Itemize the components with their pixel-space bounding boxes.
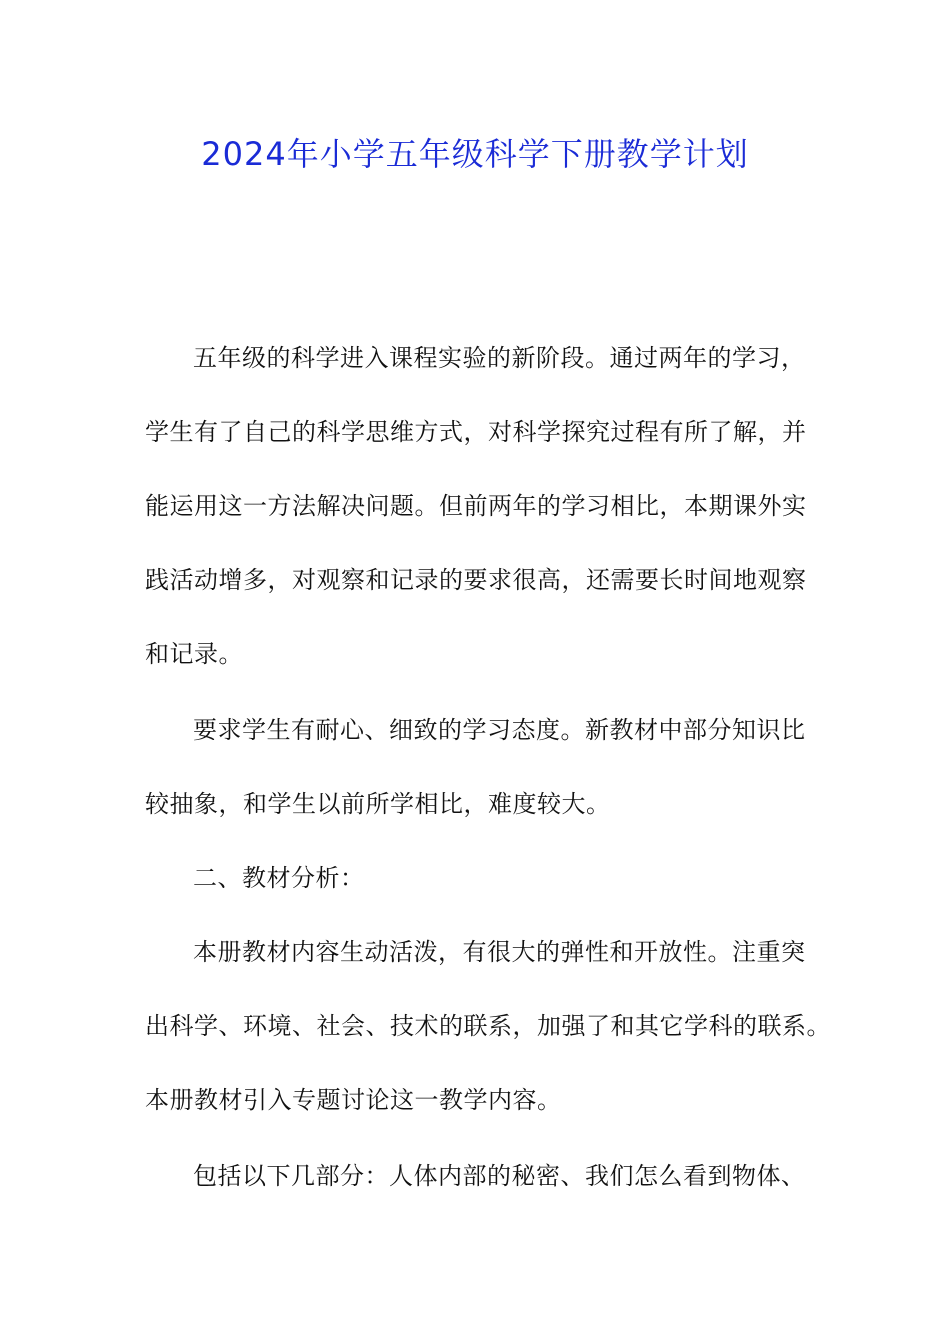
section-heading-material-analysis: 二、教材分析： xyxy=(193,864,365,892)
paragraph-1-line-1: 五年级的科学进入课程实验的新阶段。通过两年的学习， xyxy=(193,344,806,372)
paragraph-3-line-2: 出科学、环境、社会、技术的联系，加强了和其它学科的联系。 xyxy=(145,1012,831,1040)
paragraph-2-line-2: 较抽象，和学生以前所学相比，难度较大。 xyxy=(145,790,611,818)
paragraph-3-line-1: 本册教材内容生动活泼，有很大的弹性和开放性。注重突 xyxy=(193,938,806,966)
paragraph-1-line-5: 和记录。 xyxy=(145,640,243,668)
paragraph-3-line-3: 本册教材引入专题讨论这一教学内容。 xyxy=(145,1086,562,1114)
paragraph-4-line-1: 包括以下几部分：人体内部的秘密、我们怎么看到物体、 xyxy=(193,1162,806,1190)
paragraph-1-line-4: 践活动增多，对观察和记录的要求很高，还需要长时间地观察 xyxy=(145,566,807,594)
paragraph-1-line-3: 能运用这一方法解决问题。但前两年的学习相比，本期课外实 xyxy=(145,492,807,520)
document-title: 2024年小学五年级科学下册教学计划 xyxy=(201,135,749,173)
paragraph-1-line-2: 学生有了自己的科学思维方式，对科学探究过程有所了解，并 xyxy=(145,418,807,446)
paragraph-2-line-1: 要求学生有耐心、细致的学习态度。新教材中部分知识比 xyxy=(193,716,806,744)
